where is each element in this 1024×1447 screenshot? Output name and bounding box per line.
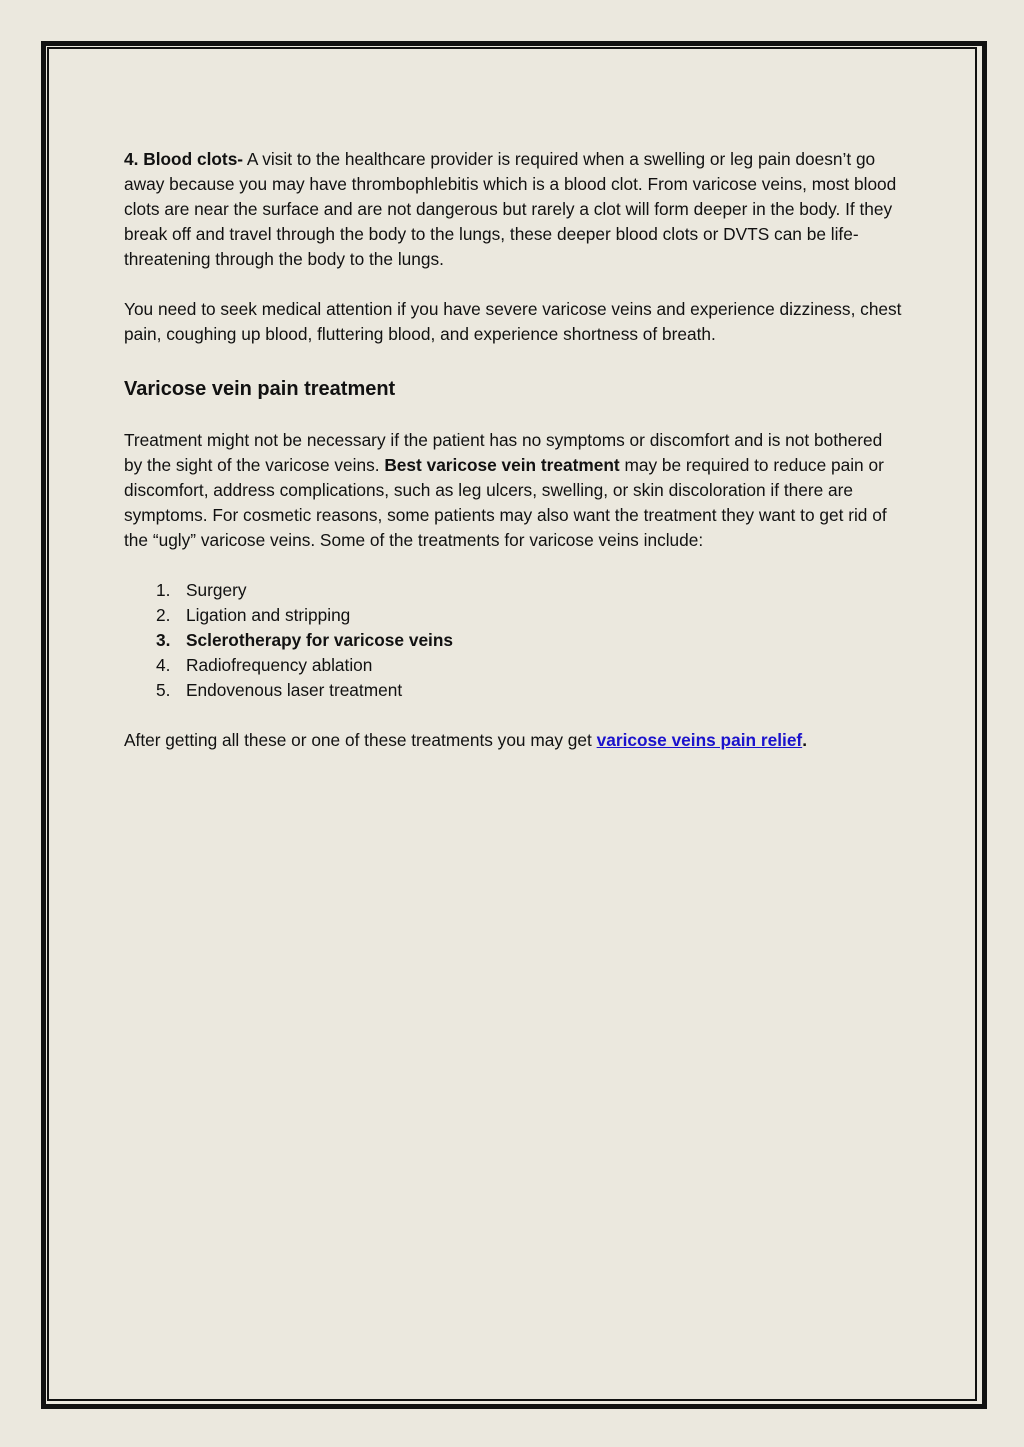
list-item	[124, 628, 904, 653]
list-item-label: Ligation and stripping	[186, 605, 351, 625]
closing-text: After getting all these or one of these treatments you may get	[124, 730, 597, 750]
list-item	[124, 678, 904, 703]
treatment-intro-part1: Treatment might not be necessary if the patient has no symptoms or discomfort and is not bothered by the sight of the varicose veins.	[124, 430, 883, 475]
list-item	[124, 653, 904, 678]
list-item	[124, 578, 904, 603]
list-item-number: 5.	[156, 680, 171, 700]
medical-attention-paragraph: You need to seek medical attention if you have severe varicose veins and experience dizziness, chest pain, coughing up blood, fluttering blood, and experience shortness of breath.	[124, 299, 902, 344]
list-item	[124, 603, 904, 628]
treatments-list	[124, 578, 904, 703]
treatment-intro-part2: may be required to reduce pain or discomfort, address complications, such as leg ulcers, swelling, or skin discoloration if there are symptoms. For cosmetic reasons, some patients may also want the treatment they want to get rid of the “ugly” varicose veins. Some of the treatments for varicose veins include:	[124, 455, 887, 550]
list-item-number: 1.	[156, 580, 171, 600]
list-item-label: Sclerotherapy for varicose veins	[186, 630, 454, 650]
list-item-number: 2.	[156, 605, 171, 625]
closing-paragraph	[124, 728, 904, 753]
blood-clots-lead: 4. Blood clots-	[124, 149, 244, 169]
section-heading: Varicose vein pain treatment	[124, 378, 396, 400]
closing-period: .	[802, 730, 807, 750]
list-item-label: Endovenous laser treatment	[186, 680, 403, 700]
blood-clots-paragraph	[124, 147, 904, 272]
list-item-number: 3.	[156, 630, 171, 650]
blood-clots-text: A visit to the healthcare provider is required when a swelling or leg pain doesn’t go away because you may have thrombophlebitis which is a blood clot. From varicose veins, most blood clots are near the surface and are not dangerous but rarely a clot will form deeper in the body. If they break off and travel through the body to the lungs, these deeper blood clots or DVTS can be life-threatening through the body to the lungs.	[124, 149, 897, 269]
pain-relief-link[interactable]: varicose veins pain relief	[596, 730, 803, 750]
list-item-number: 4.	[156, 655, 171, 675]
treatment-intro-paragraph	[124, 428, 904, 553]
list-item-label: Surgery	[186, 580, 247, 600]
document-body	[124, 147, 904, 778]
best-treatment-bold: Best varicose vein treatment	[384, 455, 620, 475]
list-item-label: Radiofrequency ablation	[186, 655, 373, 675]
